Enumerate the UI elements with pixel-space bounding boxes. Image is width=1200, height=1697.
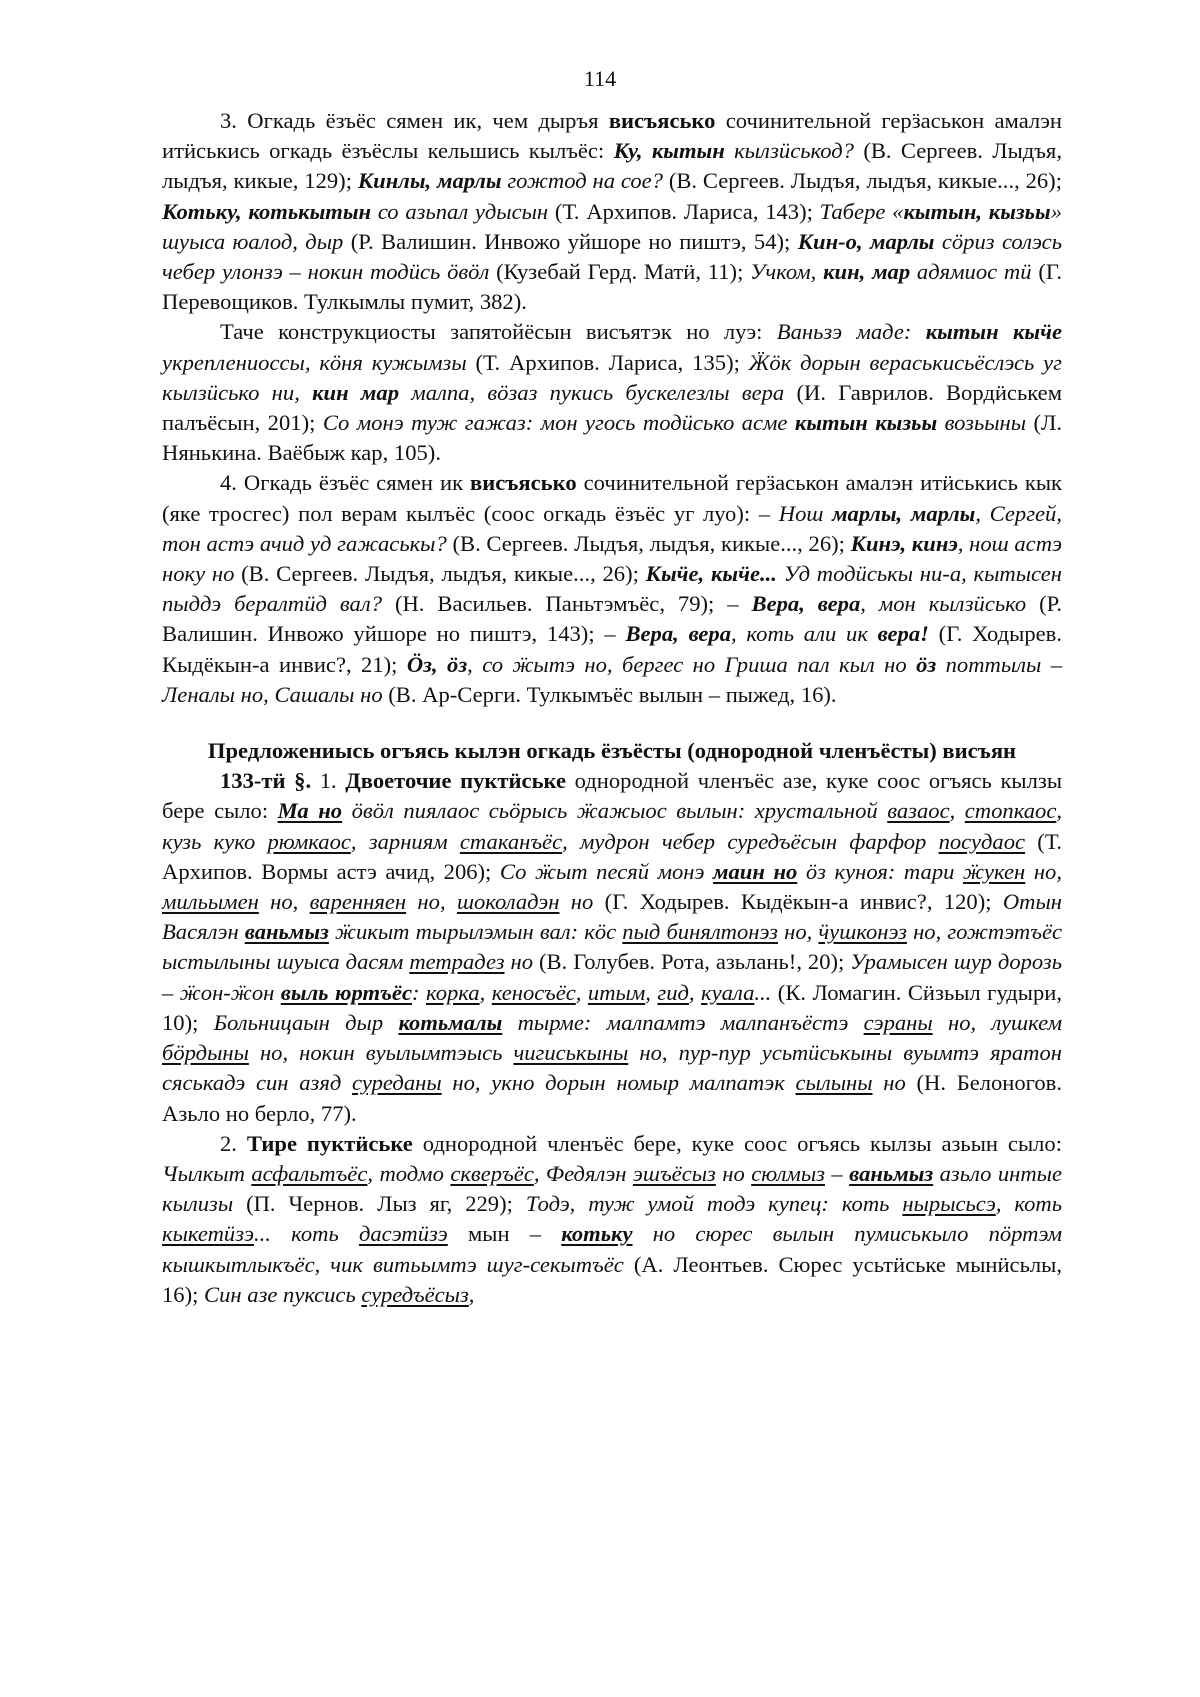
text-segment: суредъёсыз [361, 1281, 469, 1307]
text-segment: 4. Огкадь ёзъёс сямен ик [220, 470, 471, 496]
paragraph-133-1 [162, 766, 1062, 1128]
text-segment: сэраны [863, 1009, 933, 1035]
text-segment: тырме: малпамтэ малпанъёстэ [502, 1009, 864, 1035]
text-segment: , мон кылзӥсько [860, 591, 1027, 617]
paragraph-4 [162, 468, 1062, 710]
text-segment: куала [701, 979, 755, 1005]
text-segment: кин, мар [823, 259, 911, 285]
text-segment: ваньмыз [244, 919, 329, 945]
text-segment: стаканъёс [459, 828, 563, 854]
text-segment: Со монэ туж гажаз: мон угось тодӥсько асме [322, 410, 795, 436]
text-segment: , [575, 979, 588, 1005]
text-segment: но, [777, 919, 819, 945]
text-segment: Двоеточие пуктӥське [345, 768, 567, 794]
text-segment: ... коть [254, 1221, 359, 1247]
text-segment: Кинэ, кинэ [850, 530, 958, 556]
text-segment: но, лушкем [932, 1009, 1063, 1035]
text-segment: посудаос [938, 828, 1026, 854]
text-segment: однородной членъёс азе, куке соос огъясь кылзы бере сыло: [162, 768, 1062, 824]
text-segment: нырысьсэ [902, 1191, 996, 1217]
text-segment: Син азе пуксись [204, 1281, 362, 1307]
text-segment: сочинительной герӟаськон амалэн итӥськись огкадь ёзъёслы кельшись кылъёс: [162, 108, 1062, 164]
text-segment: , кузь куко [162, 798, 1063, 854]
text-segment: , коть [995, 1191, 1062, 1217]
text-segment: тетрадез [409, 949, 505, 975]
text-segment: Больницаын дыр [213, 1009, 399, 1035]
text-segment: кытын кызьы [794, 410, 938, 436]
text-segment: , [645, 979, 658, 1005]
paragraph-tache [162, 317, 1062, 468]
text-segment: вазаос [887, 798, 950, 824]
page-content [162, 106, 1062, 1310]
text-segment: мын – [447, 1221, 562, 1247]
text-segment: , коть али ик [731, 621, 878, 647]
text-segment: но, [1025, 858, 1062, 884]
text-segment: вера! [877, 621, 929, 647]
text-segment: , Сергей, тон астэ ачид уд гажаськы? [162, 500, 1062, 556]
text-segment: (В. Сергеев. Лыдъя, лыдъя, кикые..., 26); [446, 530, 851, 556]
text-segment: но [715, 1160, 752, 1186]
text-segment: укреплениоссы, кӧня кужымзы [162, 349, 467, 375]
text-segment: (Кузебай Герд. Матӥ, 11); [489, 259, 751, 285]
text-segment: со азьпал удысын [371, 198, 549, 224]
text-segment: Уд тодӥськы ни-а, кытысен пыддэ бералтӥд вал? [162, 561, 1062, 617]
text-segment: (А. Леонтьев. Сюрес усьтӥське мынӥсьлы, 16); [162, 1251, 1062, 1307]
text-segment: (В. Голубев. Рота, азьлань!, 20); [533, 949, 851, 975]
text-segment: сылыны [795, 1070, 873, 1096]
text-segment: но, пур-пур усьтӥськыны вуымтэ яратон сяськадэ син азяд [162, 1040, 1062, 1096]
text-segment: котьку [561, 1221, 633, 1247]
text-segment: маин но [713, 858, 798, 884]
text-segment: Ма но [277, 798, 343, 824]
text-segment: Кин-о, марлы [797, 228, 935, 254]
text-segment: 133-тӥ §. [220, 768, 312, 794]
text-segment: мильымен [162, 889, 259, 915]
text-segment: , [468, 1281, 475, 1307]
text-segment: (И. Гаврилов. Вордӥськем палъёсын, 201); [162, 379, 1063, 436]
text-segment: (В. Сергеев. Лыдъя, лыдъя, кикые..., 26); [234, 561, 646, 587]
text-segment: малпа, вӧзаз пукись бускелезлы вера [399, 379, 785, 405]
text-segment: , тодмо [367, 1160, 451, 1186]
text-segment: гожтод на сое? [501, 168, 663, 194]
text-segment: Ваньзэ маде: [776, 319, 926, 345]
text-segment: кыкетӥзэ [162, 1221, 254, 1247]
text-segment: сӧриз солэсь чебер улонзэ – нокин тодӥсь ӧвӧл [162, 228, 1062, 285]
text-segment: котьмалы [398, 1009, 503, 1035]
text-segment: кылзӥськод? [724, 138, 854, 164]
text-segment: Вера, вера [751, 591, 861, 617]
text-segment: (В. Сергеев. Лыдъя, лыдъя, кикые, 129); [162, 138, 1062, 194]
text-segment: но сюрес вылын пумиськыло пӧртэм кышкытлыкъёс, чик витьымтэ шуг-секытъёс [162, 1221, 1063, 1277]
text-segment: Тире пуктӥське [246, 1130, 413, 1156]
text-segment: но [559, 889, 594, 915]
text-segment: – [824, 1160, 850, 1186]
text-segment: (Р. Валишин. Инвожо уйшоре но пиштэ, 54); [343, 228, 798, 254]
text-segment: ӧз куноя: тари [797, 858, 963, 884]
text-segment: Учком, [750, 259, 824, 285]
paragraph-133-2 [162, 1129, 1062, 1310]
text-segment: суреданы [352, 1070, 442, 1096]
text-segment: , [949, 798, 965, 824]
page-number: 114 [583, 66, 617, 91]
text-segment: 2. [220, 1130, 247, 1156]
text-segment: ӝукен [962, 858, 1026, 884]
text-segment: но [504, 949, 534, 975]
text-segment: 1. [311, 768, 346, 794]
text-segment: сочинительной герӟаськон амалэн итӥськись кык (яке тросгес) пол верам кылъёс (соос огкадь ёзъёс уг луо): – [162, 470, 1062, 526]
text-segment: , со ӝытэ но, бергес но Гриша пал кыл но [467, 651, 917, 677]
text-segment: , нош астэ ноку но [162, 530, 1062, 587]
text-segment: (К. Ломагин. Сӥзьыл гудыри, 10); [162, 979, 1063, 1035]
text-segment: Чылкыт [162, 1160, 252, 1186]
text-segment: Кинлы, марлы [357, 168, 502, 194]
text-segment: (Г. Ходырев. Кыдёкын-а инвис?, 21); [162, 621, 1062, 677]
section-paragraphs [162, 766, 1062, 1310]
text-segment: Кыӵе, кыӵе... [645, 561, 777, 587]
text-segment: Отын Васялэн [162, 889, 1062, 945]
text-segment: ӧз [916, 651, 937, 677]
text-segment: (Г. Перевощиков. Тулкымлы пумит, 382). [162, 259, 1063, 315]
text-segment: кин мар [312, 379, 400, 405]
text-segment: но, гожтэтъёс ыстылыны шуыса дасям [162, 919, 1062, 975]
text-segment: бӧрдыны [162, 1040, 249, 1066]
text-segment: дасэтӥзэ [358, 1221, 448, 1247]
text-segment: итым [587, 979, 646, 1005]
text-segment: Ӧз, ӧз [406, 651, 468, 677]
text-segment: , Федялэн [533, 1160, 633, 1186]
text-segment: скверъёс [450, 1160, 534, 1186]
text-segment: висъясько [608, 108, 716, 133]
text-segment: , мудрон чебер суредъёсын фарфор [562, 828, 939, 854]
text-segment: возьыны [937, 410, 1027, 436]
text-segment: висъясько [470, 470, 577, 496]
text-segment: (Т. Архипов. Лариса, 135); [466, 349, 749, 375]
text-segment: но, [258, 889, 310, 915]
text-segment: (Н. Белоногов. Азьло но берло, 77). [162, 1070, 1063, 1126]
text-segment: » шуыса юалод, дыр [162, 198, 1062, 254]
text-segment: выль юртъёс [280, 979, 412, 1005]
text-segment: , зарниям [350, 828, 460, 854]
text-segment: корка [425, 979, 480, 1005]
text-segment: ... [754, 979, 772, 1005]
text-segment: гид [657, 979, 689, 1005]
text-segment: (Г. Ходырев. Кыдёкын-а инвис?, 120); [593, 889, 1003, 915]
text-segment: но, укно дорын номыр малпатэк [441, 1070, 796, 1096]
text-segment: чигиськыны [513, 1040, 629, 1066]
text-segment: эшъёсыз [632, 1160, 716, 1186]
text-segment: (В. Ар-Серги. Тулкымъёс вылын – пыжед, 16). [382, 681, 837, 707]
text-segment: Тодэ, туж умой тодэ купец: коть [525, 1191, 903, 1217]
text-segment: ӵушконэз [818, 919, 907, 945]
text-segment: марлы, марлы [832, 500, 976, 526]
text-segment: 3. Огкадь ёзъёс сямен ик, чем дыръя [220, 108, 609, 133]
intro-paragraphs [162, 106, 1062, 710]
text-segment: адямиос тӥ [910, 259, 1032, 285]
text-segment: пыд бинялтонэз [622, 919, 778, 945]
text-segment: кеносъёс [491, 979, 576, 1005]
text-segment: но, [406, 889, 457, 915]
text-segment: но [872, 1070, 906, 1096]
text-segment: но, нокин вуылымтэысь [248, 1040, 514, 1066]
text-segment: ӝикыт тырылэмын вал: кӧс [328, 919, 623, 945]
text-segment: (Л. Нянькина. Ваёбыж кар, 105). [162, 410, 1062, 466]
text-segment: асфальтъёс [251, 1160, 368, 1186]
text-segment: Вера, вера [625, 621, 732, 647]
text-segment: азьло интые кылизы [162, 1160, 1063, 1217]
text-segment: (Р. Валишин. Инвожо уйшоре но пиштэ, 143); – [162, 591, 1063, 647]
text-segment: , [479, 979, 492, 1005]
text-segment: кытын кыӵе [925, 319, 1062, 345]
text-segment: Табере « [819, 198, 904, 224]
text-segment: Урамысен шур дорозь – ӝон-ӝон [162, 949, 1063, 1005]
text-segment: сюлмыз [751, 1160, 825, 1186]
text-segment: Котьку, котькытын [162, 198, 372, 224]
text-segment: ӧвӧл пиялаос сьӧрысь ӝажыос вылын: хрустальной [342, 798, 888, 824]
text-segment: поттылы – Леналы но, Сашалы но [162, 651, 1063, 707]
text-segment: кытын, кызьы [903, 198, 1051, 224]
text-segment: однородной членъёс бере, куке соос огъясь кылзы азьын сыло: [412, 1130, 1062, 1156]
text-segment: Ӝӧк дорын вераськисьёслэсь уг кылзӥсько ни, [162, 349, 1062, 405]
text-segment: рюмкаос [267, 828, 351, 854]
text-segment: (Н. Васильев. Паньтэмъёс, 79); – [382, 591, 752, 617]
text-segment: Ку, кытын [613, 138, 725, 164]
text-segment: Со ӝыт песяй монэ [499, 858, 714, 884]
text-segment: (П. Чернов. Лыз яг, 229); [233, 1191, 526, 1217]
text-segment: : [411, 979, 426, 1005]
text-segment: Нош [778, 500, 833, 526]
text-segment: , [688, 979, 702, 1005]
text-segment: (Т. Архипов. Вормы астэ ачид, 206); [162, 828, 1063, 884]
text-segment: шоколадэн [456, 889, 560, 915]
text-segment: варенняен [309, 889, 407, 915]
text-segment: стопкаос [964, 798, 1057, 824]
text-segment: (Т. Архипов. Лариса, 143); [548, 198, 820, 224]
text-segment: ваньмыз [849, 1160, 934, 1186]
text-segment: (В. Сергеев. Лыдъя, лыдъя, кикые..., 26); [662, 168, 1062, 194]
paragraph-3 [162, 106, 1062, 317]
section-heading: Предложениысь огъясь кылэн огкадь ёзъёсты (однородной членъёсты) висъян [207, 738, 1017, 764]
text-segment: Таче конструкциосты запятойёсын висъятэк но луэ: [220, 319, 777, 345]
